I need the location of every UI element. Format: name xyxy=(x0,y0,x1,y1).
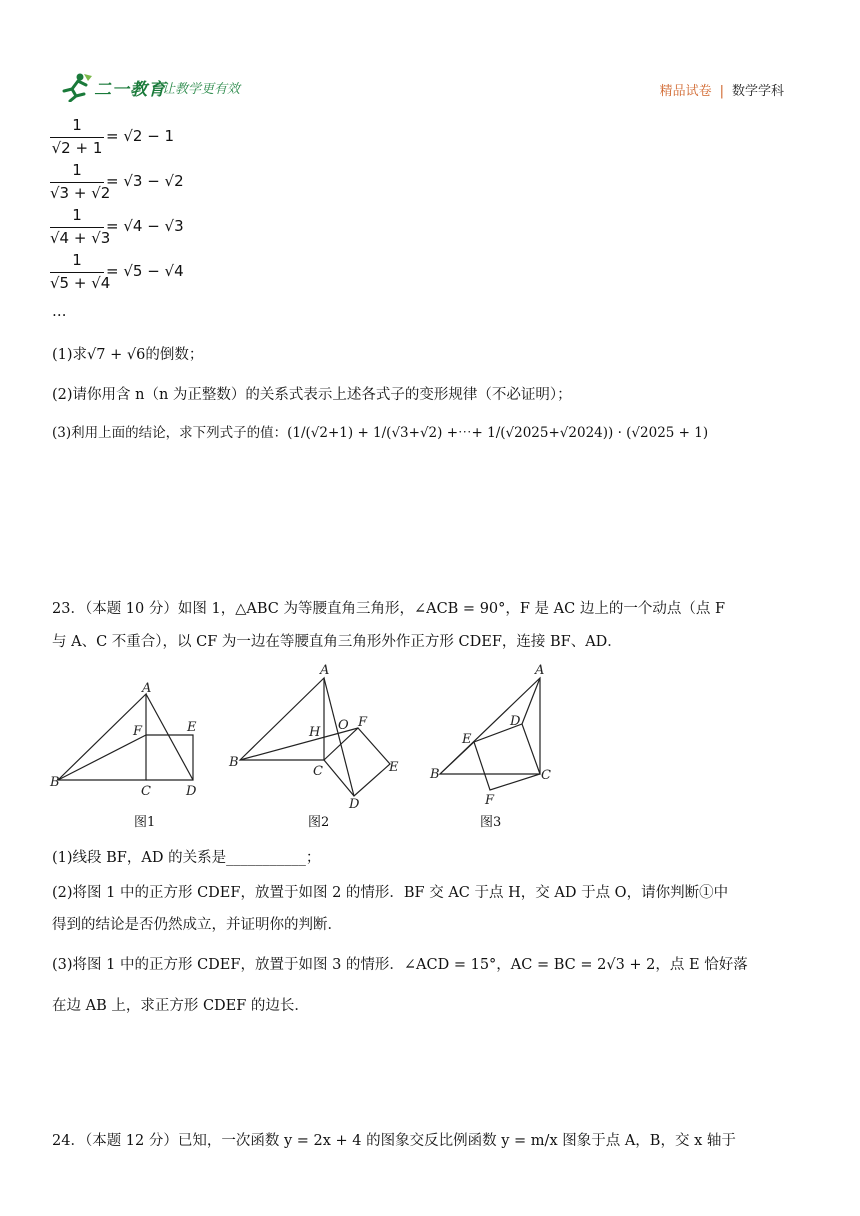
fraction-bar xyxy=(50,227,104,228)
point-label-e: E xyxy=(187,720,197,735)
q23-stem-line2: 与 A、C 不重合），以 CF 为一边在等腰直角三角形外作正方形 CDEF，连接 BF、AD． xyxy=(52,634,622,650)
point-label-a: A xyxy=(320,663,330,678)
q23-part2-line2: 得到的结论是否仍然成立，并证明你的判断． xyxy=(52,917,342,933)
q22-part2: (2)请你用含 n（n 为正整数）的关系式表示上述各式子的变形规律（不必证明）； xyxy=(52,387,572,403)
formula-rhs: = √4 − √3 xyxy=(106,217,184,235)
q23-part3-line2: 在边 AB 上，求正方形 CDEF 的边长． xyxy=(52,998,309,1014)
formula-rhs: = √5 − √4 xyxy=(106,262,184,280)
triangle-abc xyxy=(240,678,324,760)
header-separator: | xyxy=(719,84,724,99)
figure-3 xyxy=(428,660,568,810)
fraction-bar xyxy=(50,272,104,273)
q22-part3: (3)利用上面的结论，求下列式子的值：(1/(√2+1) + 1/(√3+√2) +⋯+ 1/(√2025+√2024)) · (√2025 + 1) xyxy=(52,425,709,441)
ellipsis: … xyxy=(52,304,67,320)
point-label-o: O xyxy=(338,718,349,733)
formula-num: 1 xyxy=(72,116,82,134)
figure-1-caption: 图1 xyxy=(134,815,156,830)
segment-bf xyxy=(58,735,146,780)
point-label-b: B xyxy=(50,775,60,790)
formula-den: √2 + 1 xyxy=(51,139,103,157)
header-right xyxy=(660,80,784,99)
subject-label: 数学学科 xyxy=(731,84,784,99)
point-label-c: C xyxy=(141,784,151,799)
point-label-e: E xyxy=(389,760,399,775)
point-label-d: D xyxy=(510,714,521,729)
badge-label: 精品试卷 xyxy=(659,84,712,99)
brand-slogan: 让教学更有效 xyxy=(162,82,241,97)
fraction-bar xyxy=(50,182,104,183)
formula-den: √4 + √3 xyxy=(50,229,111,247)
brand-name: 二一教育 xyxy=(94,80,166,100)
point-label-c: C xyxy=(313,764,323,779)
q23-part2-line1: (2)将图 1 中的正方形 CDEF，放置于如图 2 的情形．BF 交 AC 于点 H，交 AD 于点 O，请你判断①中 xyxy=(52,885,729,901)
q22-part1: (1)求√7 + √6的倒数； xyxy=(52,347,204,363)
figure-2 xyxy=(226,660,416,810)
point-label-b: B xyxy=(430,767,440,782)
q23-stem-line1: 23．（本题 10 分）如图 1，△ABC 为等腰直角三角形，∠ACB = 90°，F 是 AC 边上的一个动点（点 F xyxy=(52,601,726,617)
figure-3-caption: 图3 xyxy=(480,815,502,830)
point-label-d: D xyxy=(349,797,360,810)
point-label-b: B xyxy=(229,755,239,770)
logo xyxy=(58,72,258,102)
square-cdef xyxy=(146,735,193,780)
point-label-d: D xyxy=(186,784,197,799)
figure-1 xyxy=(48,680,208,800)
formula-rhs: = √2 − 1 xyxy=(106,127,175,145)
square-cdef xyxy=(324,728,390,796)
point-label-a: A xyxy=(535,663,545,678)
runner-logo-icon xyxy=(58,72,94,102)
formula-rhs: = √3 − √2 xyxy=(106,172,184,190)
formula-num: 1 xyxy=(72,161,82,179)
q24-stem: 24．（本题 12 分）已知，一次函数 y = 2x + 4 的图象交反比例函数 y = m/x 图象于点 A，B，交 x 轴于 xyxy=(52,1133,736,1149)
q23-part3-line1: (3)将图 1 中的正方形 CDEF，放置于如图 3 的情形．∠ACD = 15°，AC = BC = 2√3 + 2，点 E 恰好落 xyxy=(52,957,748,973)
formula-den: √5 + √4 xyxy=(50,274,111,292)
point-label-c: C xyxy=(541,768,551,783)
square-cdef xyxy=(474,724,540,790)
formula-num: 1 xyxy=(72,206,82,224)
point-label-e: E xyxy=(462,732,472,747)
fraction-bar xyxy=(50,137,104,138)
point-label-f: F xyxy=(358,715,368,730)
segment-ad xyxy=(146,694,193,780)
point-label-f: F xyxy=(485,793,495,808)
segment-ad xyxy=(522,678,540,724)
point-label-f: F xyxy=(133,724,143,739)
point-label-a: A xyxy=(142,681,152,696)
figure-2-caption: 图2 xyxy=(308,815,330,830)
formula-num: 1 xyxy=(72,251,82,269)
formula-den: √3 + √2 xyxy=(50,184,111,202)
point-label-h: H xyxy=(309,725,321,740)
q23-part1: (1)线段 BF，AD 的关系是___________； xyxy=(52,850,321,866)
